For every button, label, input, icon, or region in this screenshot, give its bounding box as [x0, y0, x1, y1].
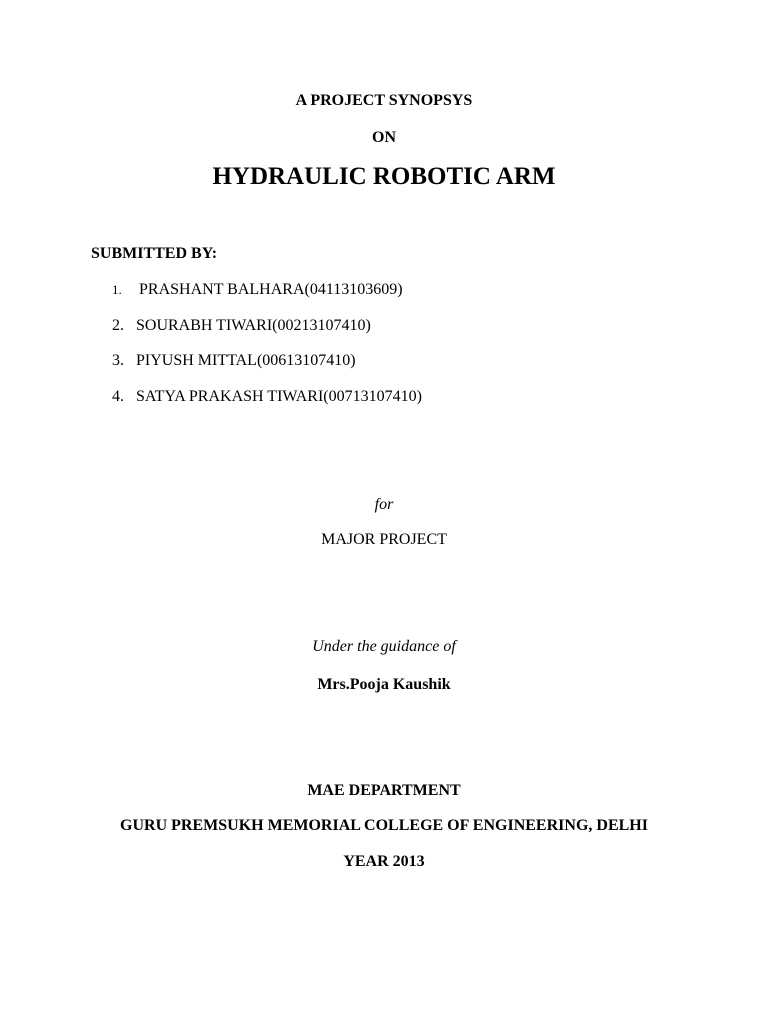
author-item [112, 388, 422, 406]
college-name: GURU PREMSUKH MEMORIAL COLLEGE OF ENGINEERING, DELHI [120, 817, 648, 834]
project-purpose: MAJOR PROJECT [321, 531, 447, 548]
for-label: for [374, 496, 394, 513]
department-name: MAE DEPARTMENT [307, 782, 461, 799]
guide-name: Mrs.Pooja Kaushik [317, 676, 451, 693]
author-name: PRASHANT BALHARA(04113103609) [139, 281, 403, 298]
guidance-label: Under the guidance of [312, 638, 456, 655]
document-on: ON [372, 129, 396, 146]
author-number: 1. [112, 282, 122, 297]
author-number: 4. [112, 388, 124, 405]
author-item [112, 281, 403, 299]
document-title: HYDRAULIC ROBOTIC ARM [212, 163, 556, 190]
author-item [112, 352, 356, 370]
submitted-by-label: SUBMITTED BY: [91, 245, 218, 262]
author-name: SATYA PRAKASH TIWARI(00713107410) [136, 388, 422, 405]
author-name: SOURABH TIWARI(00213107410) [136, 317, 371, 334]
author-name: PIYUSH MITTAL(00613107410) [136, 352, 356, 369]
author-item [112, 317, 371, 335]
author-number: 3. [112, 352, 124, 369]
project-year: YEAR 2013 [343, 853, 425, 870]
document-preface: A PROJECT SYNOPSYS [295, 92, 473, 109]
author-number: 2. [112, 317, 124, 334]
